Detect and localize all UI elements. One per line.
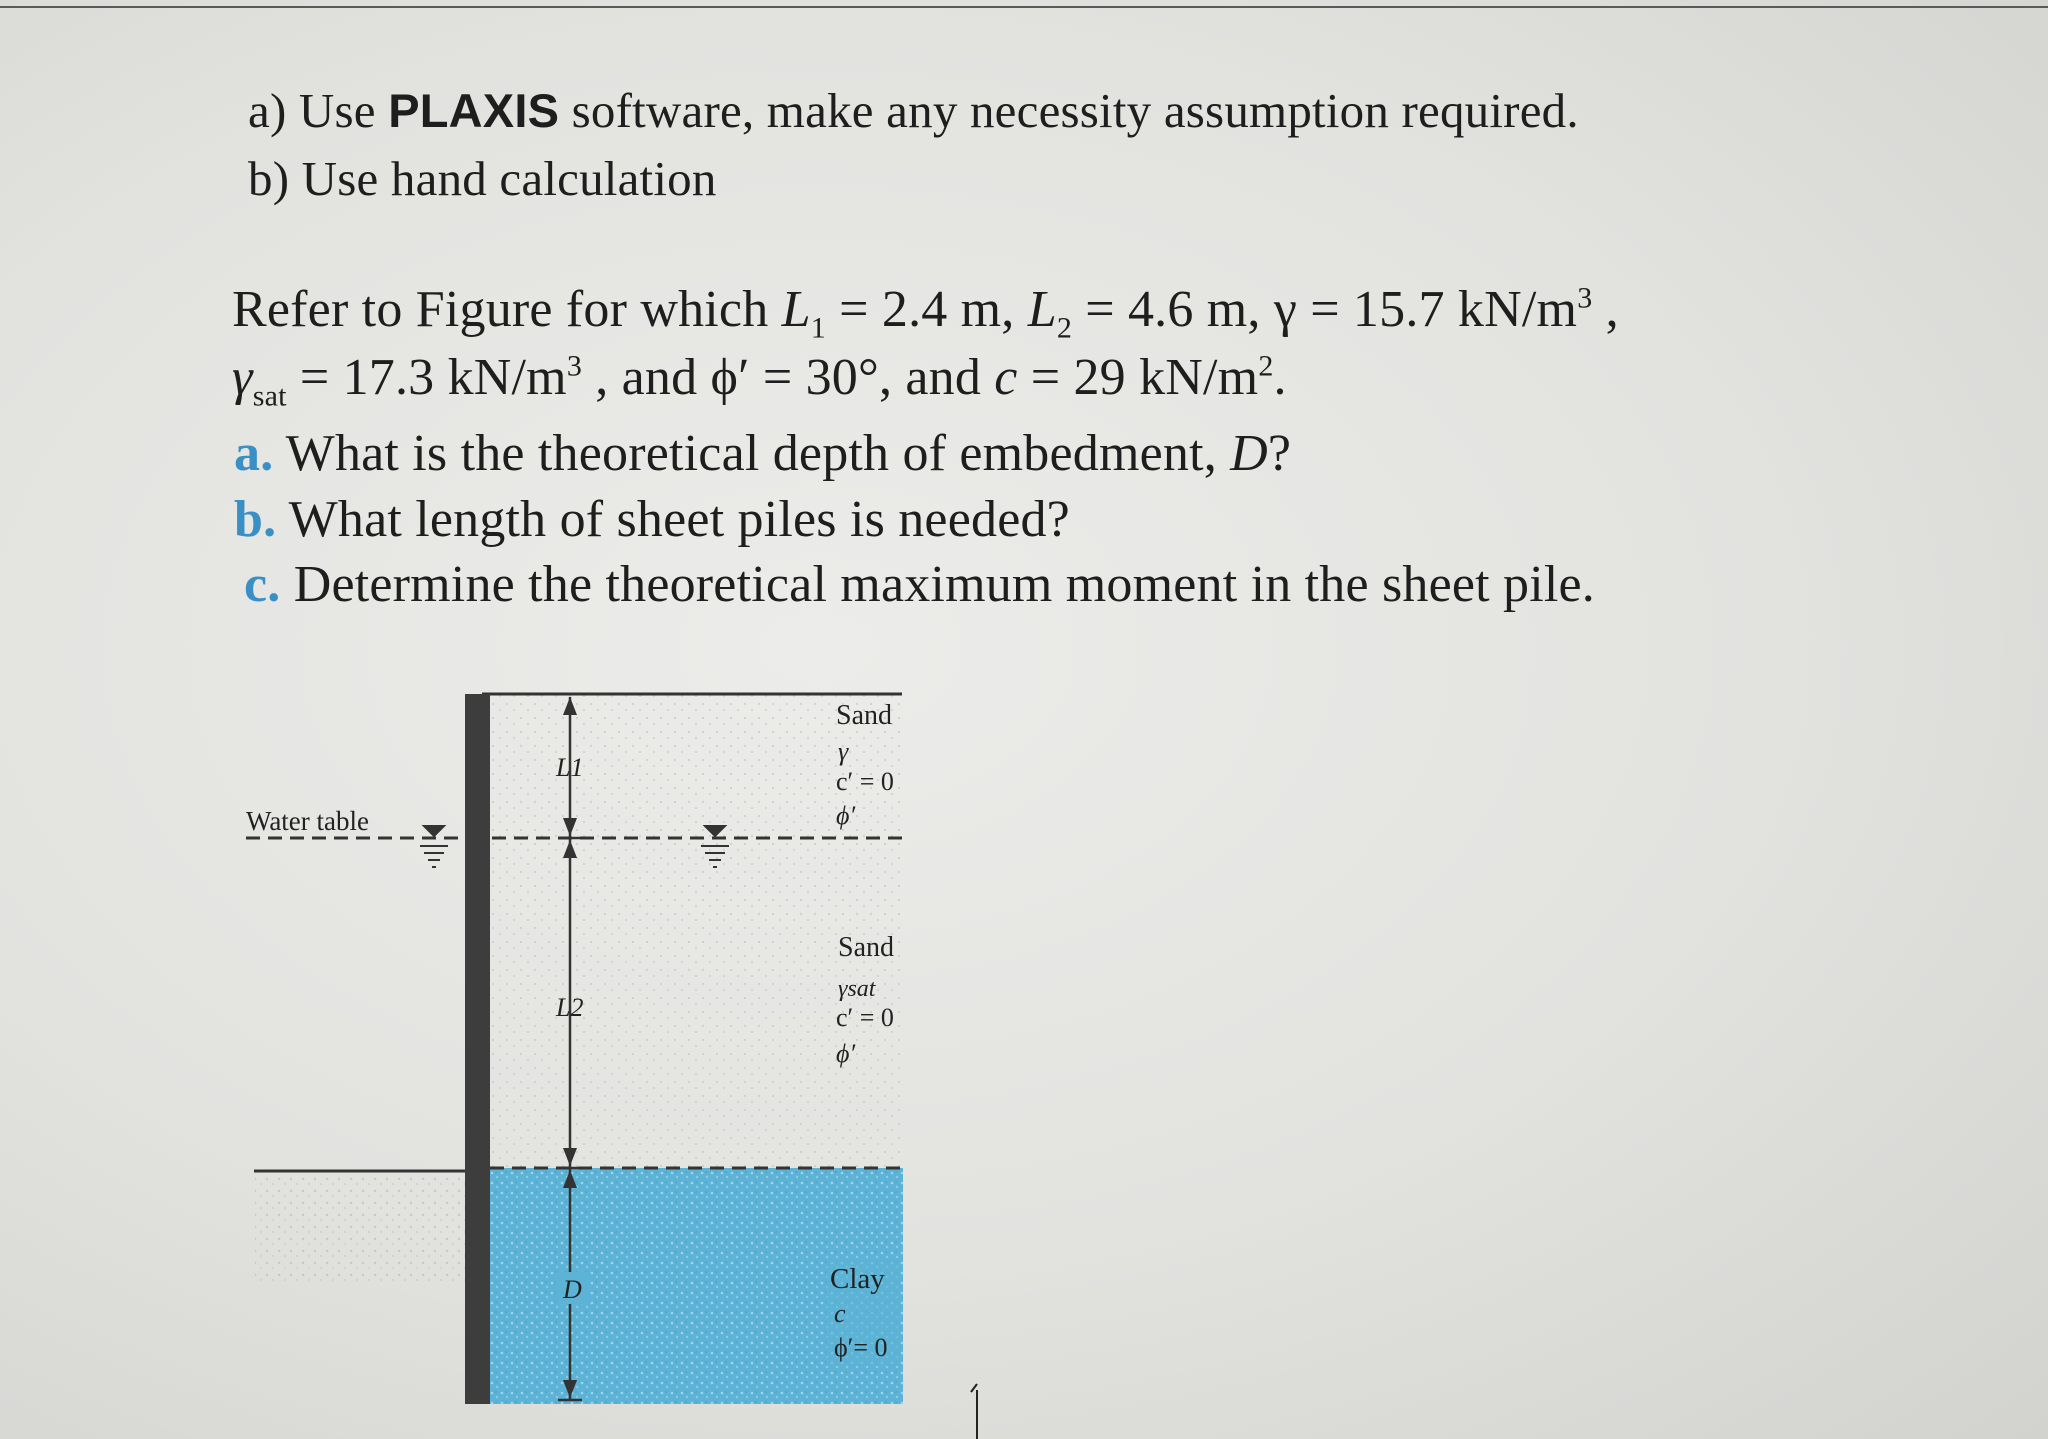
dim-label-L2: L2 bbox=[556, 993, 584, 1022]
line1-suffix: , bbox=[1592, 281, 1619, 338]
gsat-unit-sup: 3 bbox=[566, 349, 583, 383]
gamma-unit-sup: 3 bbox=[1577, 281, 1593, 315]
L1-symbol: L bbox=[781, 281, 811, 338]
layer1-name: Sand bbox=[836, 700, 892, 731]
question-c-text: Determine the theoretical maximum moment in the sheet pile. bbox=[293, 556, 1595, 613]
layer3-name: Clay bbox=[830, 1263, 885, 1295]
phi-part: , and ϕ′ = 30°, and bbox=[582, 349, 995, 406]
c-symbol: c bbox=[994, 349, 1018, 406]
question-a-italic: D bbox=[1230, 425, 1268, 482]
intro-text-a-before: Use bbox=[298, 83, 389, 138]
question-a-label: a. bbox=[234, 425, 274, 482]
layer1-p2: c′ = 0 bbox=[836, 767, 894, 796]
problem-prefix: Refer to Figure for which bbox=[232, 281, 782, 338]
sheet-pile bbox=[465, 694, 490, 1404]
question-c-label: c. bbox=[244, 556, 281, 613]
gsat-symbol: γ bbox=[232, 349, 253, 406]
layer2-p3: ϕ′ bbox=[836, 1039, 856, 1068]
layer2-name: Sand bbox=[838, 932, 894, 963]
c-unit-sup: 2 bbox=[1258, 349, 1274, 383]
dim-label-L1: L1 bbox=[556, 753, 584, 782]
question-b-label: b. bbox=[234, 491, 277, 548]
water-table-symbol-left bbox=[420, 826, 448, 867]
question-a-end: ? bbox=[1267, 425, 1292, 482]
question-a-text: What is the theoretical depth of embedment, bbox=[285, 425, 1231, 482]
dim-label-D: D bbox=[563, 1275, 582, 1304]
gsat-value: = 17.3 kN/m bbox=[286, 349, 567, 406]
water-table-label: Water table bbox=[246, 806, 370, 836]
layer2-p1: γsat bbox=[838, 976, 876, 1002]
layer3-p1: c bbox=[834, 1299, 846, 1328]
L2-symbol: L bbox=[1027, 281, 1057, 338]
layer1-p3: ϕ′ bbox=[836, 801, 856, 830]
plaxis-bold: PLAXIS bbox=[388, 84, 560, 137]
L1-sub: 1 bbox=[810, 311, 826, 345]
layer3-p2: ϕ′= 0 bbox=[834, 1333, 888, 1362]
intro-marker-b: b) bbox=[248, 151, 290, 206]
line2-suffix: . bbox=[1273, 349, 1287, 406]
L1-value: = 2.4 m, bbox=[825, 281, 1028, 338]
intro-text-b: Use hand calculation bbox=[301, 151, 717, 206]
c-value: = 29 kN/m bbox=[1017, 349, 1259, 406]
question-b-text: What length of sheet piles is needed? bbox=[288, 491, 1070, 548]
dredge-side-soil bbox=[255, 1173, 465, 1285]
layer1-p1: γ bbox=[838, 737, 849, 766]
layer2-p2: c′ = 0 bbox=[836, 1003, 894, 1032]
L2-sub: 2 bbox=[1056, 311, 1073, 345]
intro-text-a-after: software, make any necessity assumption required. bbox=[559, 83, 1579, 138]
L2-value: = 4.6 m, γ = 15.7 kN/m bbox=[1072, 281, 1578, 338]
intro-marker-a: a) bbox=[248, 83, 287, 138]
gsat-sub: sat bbox=[252, 379, 287, 413]
